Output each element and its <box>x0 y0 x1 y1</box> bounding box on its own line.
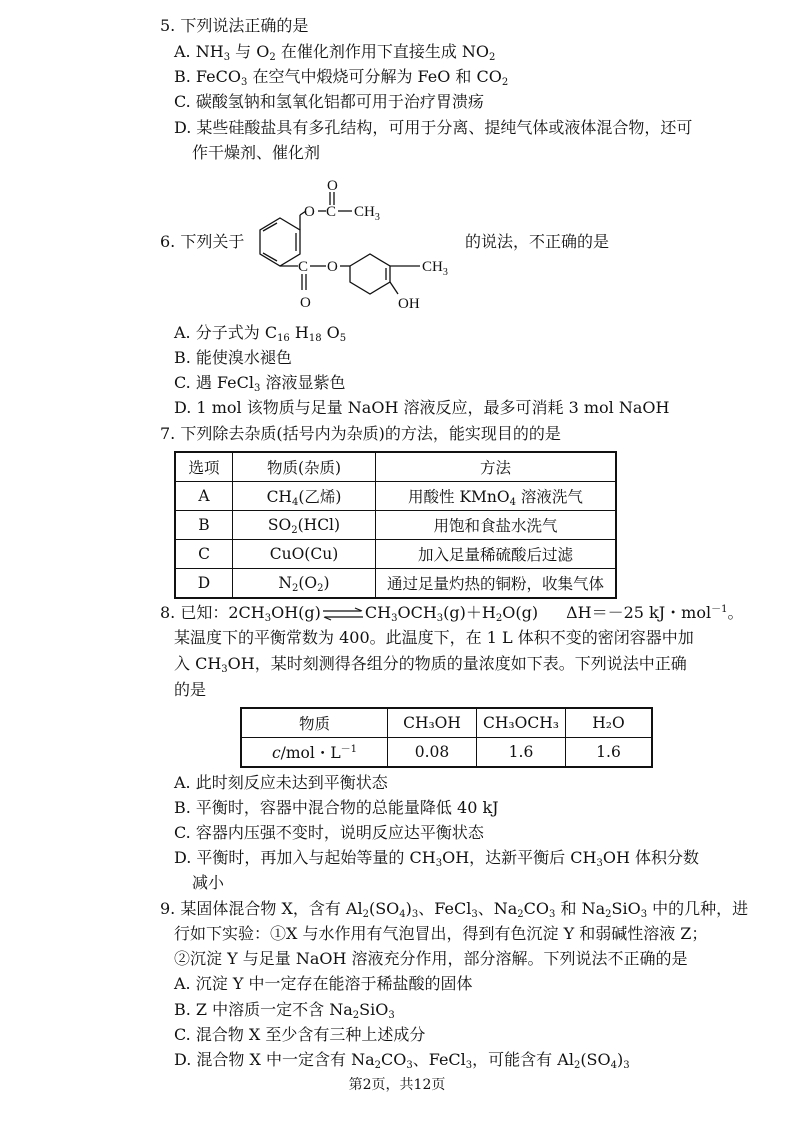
q5-option-c: C. 碳酸氢钠和氢氧化铝都可用于治疗胃溃疡 <box>174 92 484 111</box>
equilibrium-arrow-icon <box>321 607 365 621</box>
q6-stem-post: 的说法，不正确的是 <box>465 232 610 251</box>
oxygen-label: O <box>304 204 315 220</box>
q6-option-d: D. 1 mol 该物质与足量 NaOH 溶液反应，最多可消耗 3 mol NaOH <box>174 398 670 417</box>
q8-option-c: C. 容器内压强不变时，说明反应达平衡状态 <box>174 823 484 842</box>
q9-line-2: 行如下实验：①X 与水作用有气泡冒出，得到有色沉淀 Y 和弱碱性溶液 Z； <box>174 924 708 943</box>
page-footer: 第2页，共12页 <box>348 1077 446 1093</box>
q8-line-2: 某温度下的平衡常数为 400。此温度下，在 1 L 体积不变的密闭容器中加 <box>174 628 694 647</box>
oxygen-label: O <box>327 259 338 275</box>
table-cell: A <box>175 482 233 511</box>
oxygen-label: O <box>327 178 338 194</box>
table-cell: $SO_2(HCl)$ <box>233 511 376 540</box>
q8-option-d-cont: 减小 <box>192 873 225 892</box>
q5-option-d: D. 某些硅酸盐具有多孔结构，可用于分离、提纯气体或液体混合物，还可 <box>174 118 693 137</box>
q8-option-d: D. 平衡时，再加入与起始等量的 $CH_3OH$，达新平衡后 $CH_3OH$ 体积分数 <box>174 848 699 869</box>
table-cell: 用饱和食盐水洗气 <box>376 511 617 540</box>
q8-line-4: 的是 <box>174 680 207 699</box>
table-cell: CuO(Cu) <box>233 540 376 569</box>
methyl-label: $CH_3$ <box>354 204 380 223</box>
q9-option-b: B. Z 中溶质一定不含 $Na_2SiO_3$ <box>174 1000 395 1021</box>
q7-stem: 7. 下列除去杂质(括号内为杂质)的方法，能实现目的的是 <box>160 424 561 443</box>
q9-option-a: A. 沉淀 Y 中一定存在能溶于稀盐酸的固体 <box>174 974 473 993</box>
table-header: 物质 <box>241 708 388 738</box>
table-row <box>175 540 616 569</box>
table-cell: D <box>175 569 233 599</box>
hydroxyl-label: OH <box>398 296 420 312</box>
q8-option-b: B. 平衡时，容器中混合物的总能量降低 40 kJ <box>174 798 499 817</box>
table-cell: 1.6 <box>477 738 566 768</box>
table-row <box>175 569 616 599</box>
table-cell: $N_2(O_2)$ <box>233 569 376 599</box>
table-cell: 通过足量灼热的铜粉，收集气体 <box>376 569 617 599</box>
table-header: 物质(杂质) <box>233 452 376 482</box>
carbon-label: C <box>326 204 337 220</box>
q7-table <box>174 451 617 599</box>
table-header: H₂O <box>566 708 653 738</box>
q9-option-c: C. 混合物 X 至少含有三种上述成分 <box>174 1025 426 1044</box>
q5-option-b: B. FeCO$_3$ 在空气中煅烧可分解为 FeO 和 $CO_2$ <box>174 67 509 88</box>
q8-line-3: 入 $CH_3OH$，某时刻测得各组分的物质的量浓度如下表。下列说法中正确 <box>174 654 687 675</box>
table-header: 选项 <box>175 452 233 482</box>
q5-stem: 5. 下列说法正确的是 <box>160 16 309 35</box>
table-cell: 0.08 <box>388 738 477 768</box>
q5-option-a: A. $NH_3$ 与 $O_2$ 在催化剂作用下直接生成 $NO_2$ <box>174 42 496 63</box>
table-row <box>175 482 616 511</box>
q6-option-a: A. 分子式为 $C_{16}$ $H_{18}$ $O_5$ <box>174 323 347 344</box>
table-cell: 用酸性 KMnO$_4$ 溶液洗气 <box>376 482 617 511</box>
molecular-structure <box>220 170 470 318</box>
table-cell: 加入足量稀硫酸后过滤 <box>376 540 617 569</box>
table-cell: C <box>175 540 233 569</box>
oxygen-label: O <box>300 295 311 311</box>
q6-option-b: B. 能使溴水褪色 <box>174 348 292 367</box>
q8-option-a: A. 此时刻反应未达到平衡状态 <box>174 773 388 792</box>
table-cell: $CH_4$(乙烯) <box>233 482 376 511</box>
carbon-label: C <box>298 259 309 275</box>
q9-line-3: ②沉淀 Y 与足量 NaOH 溶液充分作用，部分溶解。下列说法不正确的是 <box>174 949 688 968</box>
methyl-label: $CH_3$ <box>422 259 448 278</box>
q8-line-1: 8. 已知：$2CH_3OH(g)$ $CH_3OCH_3(g)+H_2O(g)$ ΔH＝－25 kJ・mol$^{-1}$。 <box>160 603 744 624</box>
q9-option-d: D. 混合物 X 中一定含有 $Na_2CO_3$、FeCl$_3$，可能含有 $Al_2(SO_4)_3$ <box>174 1050 630 1071</box>
table-header: CH₃OCH₃ <box>477 708 566 738</box>
q9-line-1: 9. 某固体混合物 X，含有 $Al_2(SO_4)_3$、FeCl$_3$、$Na_2CO_3$ 和 $Na_2SiO_3$ 中的几种，进 <box>160 899 749 920</box>
table-header: 方法 <box>376 452 617 482</box>
table-cell: c/mol・$L^{-1}$ <box>241 738 388 768</box>
table-cell: 1.6 <box>566 738 653 768</box>
q5-option-d-cont: 作干燥剂、催化剂 <box>192 143 321 162</box>
q6-stem-pre: 6. 下列关于 <box>160 232 245 251</box>
table-row <box>241 738 652 768</box>
table-row <box>175 511 616 540</box>
q8-table <box>240 707 653 768</box>
table-header: CH₃OH <box>388 708 477 738</box>
table-cell: B <box>175 511 233 540</box>
q6-option-c: C. 遇 FeCl$_3$ 溶液显紫色 <box>174 373 346 394</box>
